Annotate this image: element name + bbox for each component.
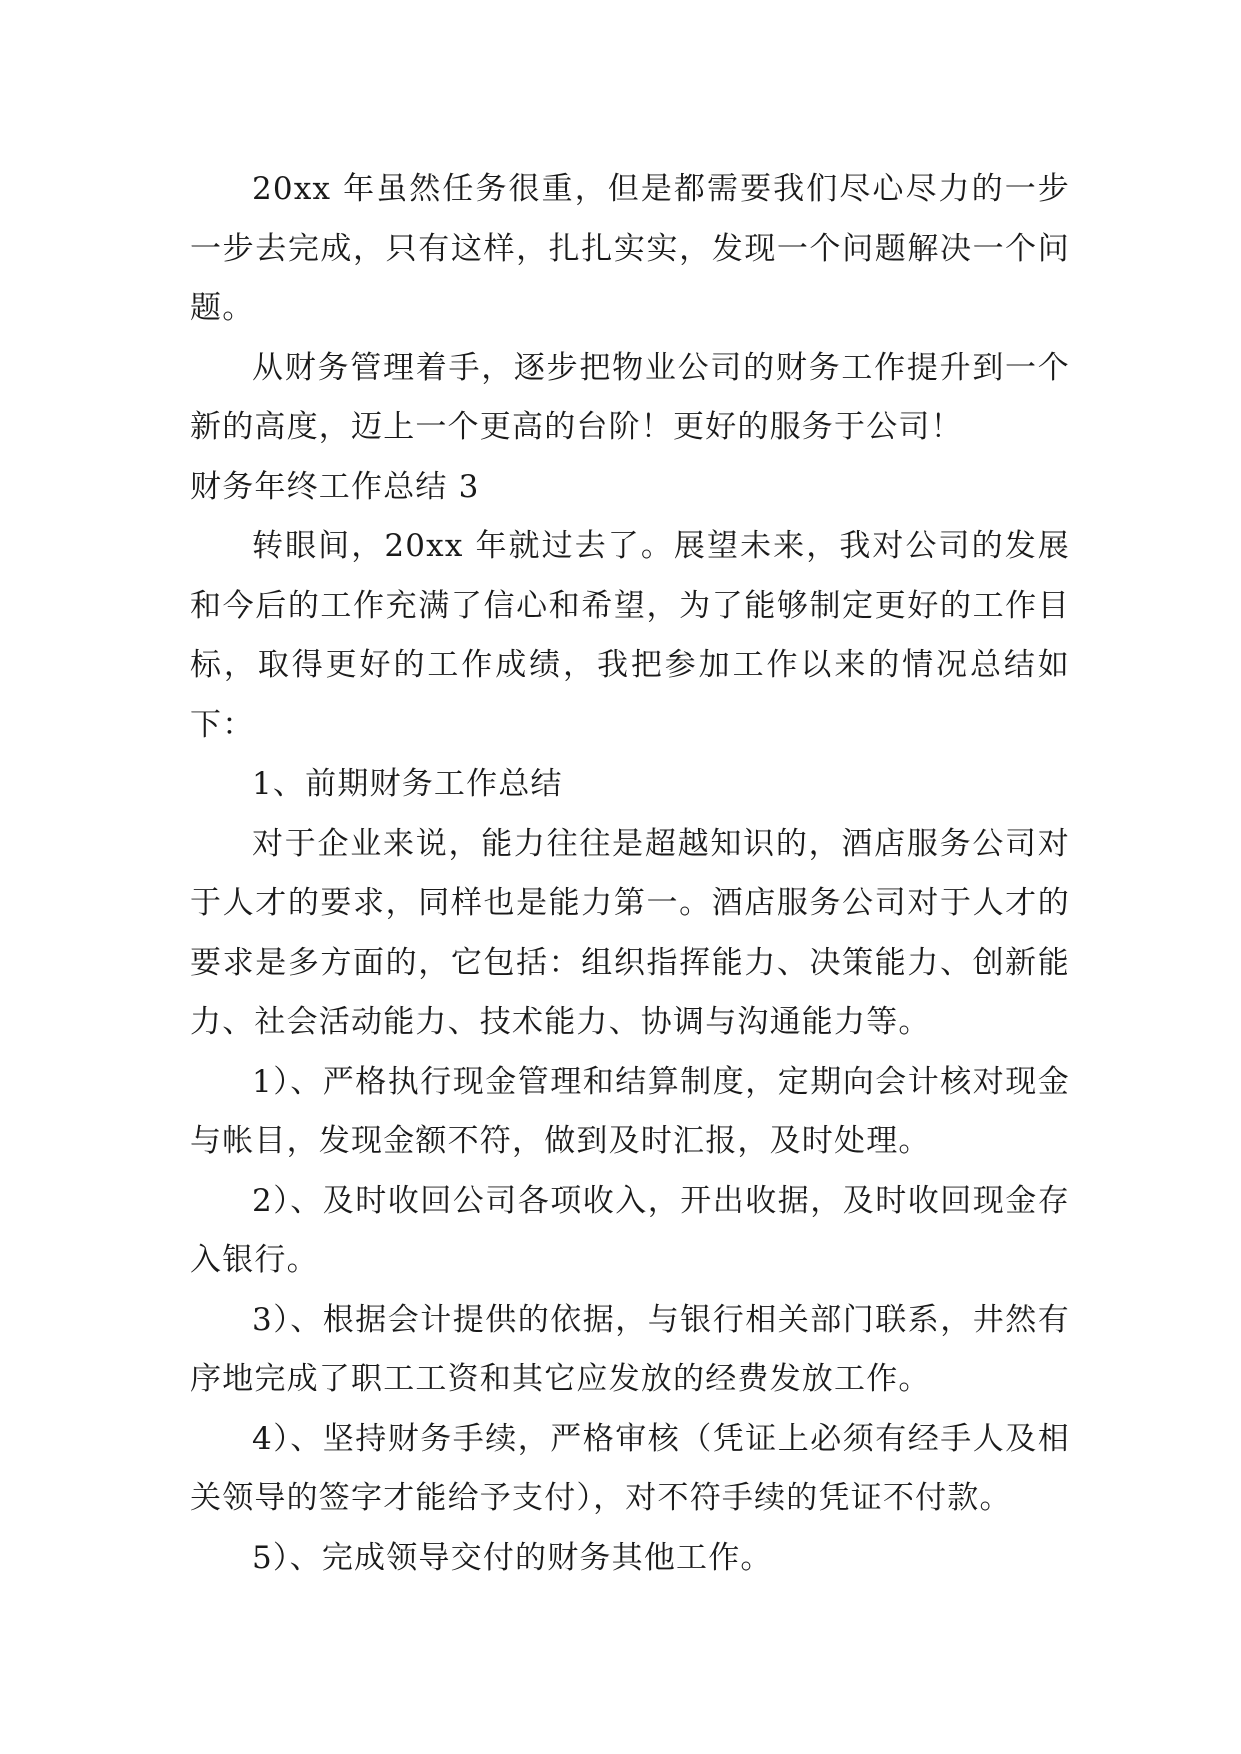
paragraph-financial-management: 从财务管理着手，逐步把物业公司的财务工作提升到一个新的高度，迈上一个更高的台阶！更好的服务于公司！ <box>190 349 1070 445</box>
subheading-early-summary: 1、前期财务工作总结 <box>252 766 563 802</box>
document-body <box>190 160 1070 1588</box>
list-item-3: 3）、根据会计提供的依据，与银行相关部门联系，井然有序地完成了职工工资和其它应发放的经费发放工作。 <box>190 1301 1070 1397</box>
list-item-4: 4）、坚持财务手续，严格审核（凭证上必须有经手人及相关领导的签字才能给予支付），对不符手续的凭证不付款。 <box>190 1420 1070 1516</box>
paragraph-intro: 转眼间，20xx 年就过去了。展望未来，我对公司的发展和今后的工作充满了信心和希望，为了能够制定更好的工作目标，取得更好的工作成绩，我把参加工作以来的情况总结如下： <box>190 528 1070 743</box>
list-item-2: 2）、及时收回公司各项收入，开出收据，及时收回现金存入银行。 <box>190 1182 1070 1278</box>
paragraph-task-summary: 20xx 年虽然任务很重，但是都需要我们尽心尽力的一步一步去完成，只有这样，扎扎实实，发现一个问题解决一个问题。 <box>190 171 1070 326</box>
paragraph-ability: 对于企业来说，能力往往是超越知识的，酒店服务公司对于人才的要求，同样也是能力第一。酒店服务公司对于人才的要求是多方面的，它包括：组织指挥能力、决策能力、创新能力、社会活动能力、技术能力、协调与沟通能力等。 <box>190 825 1070 1040</box>
section-title: 财务年终工作总结 3 <box>190 468 480 505</box>
list-item-1: 1）、严格执行现金管理和结算制度，定期向会计核对现金与帐目，发现金额不符，做到及时汇报，及时处理。 <box>190 1063 1070 1159</box>
list-item-5: 5）、完成领导交付的财务其他工作。 <box>252 1539 773 1576</box>
